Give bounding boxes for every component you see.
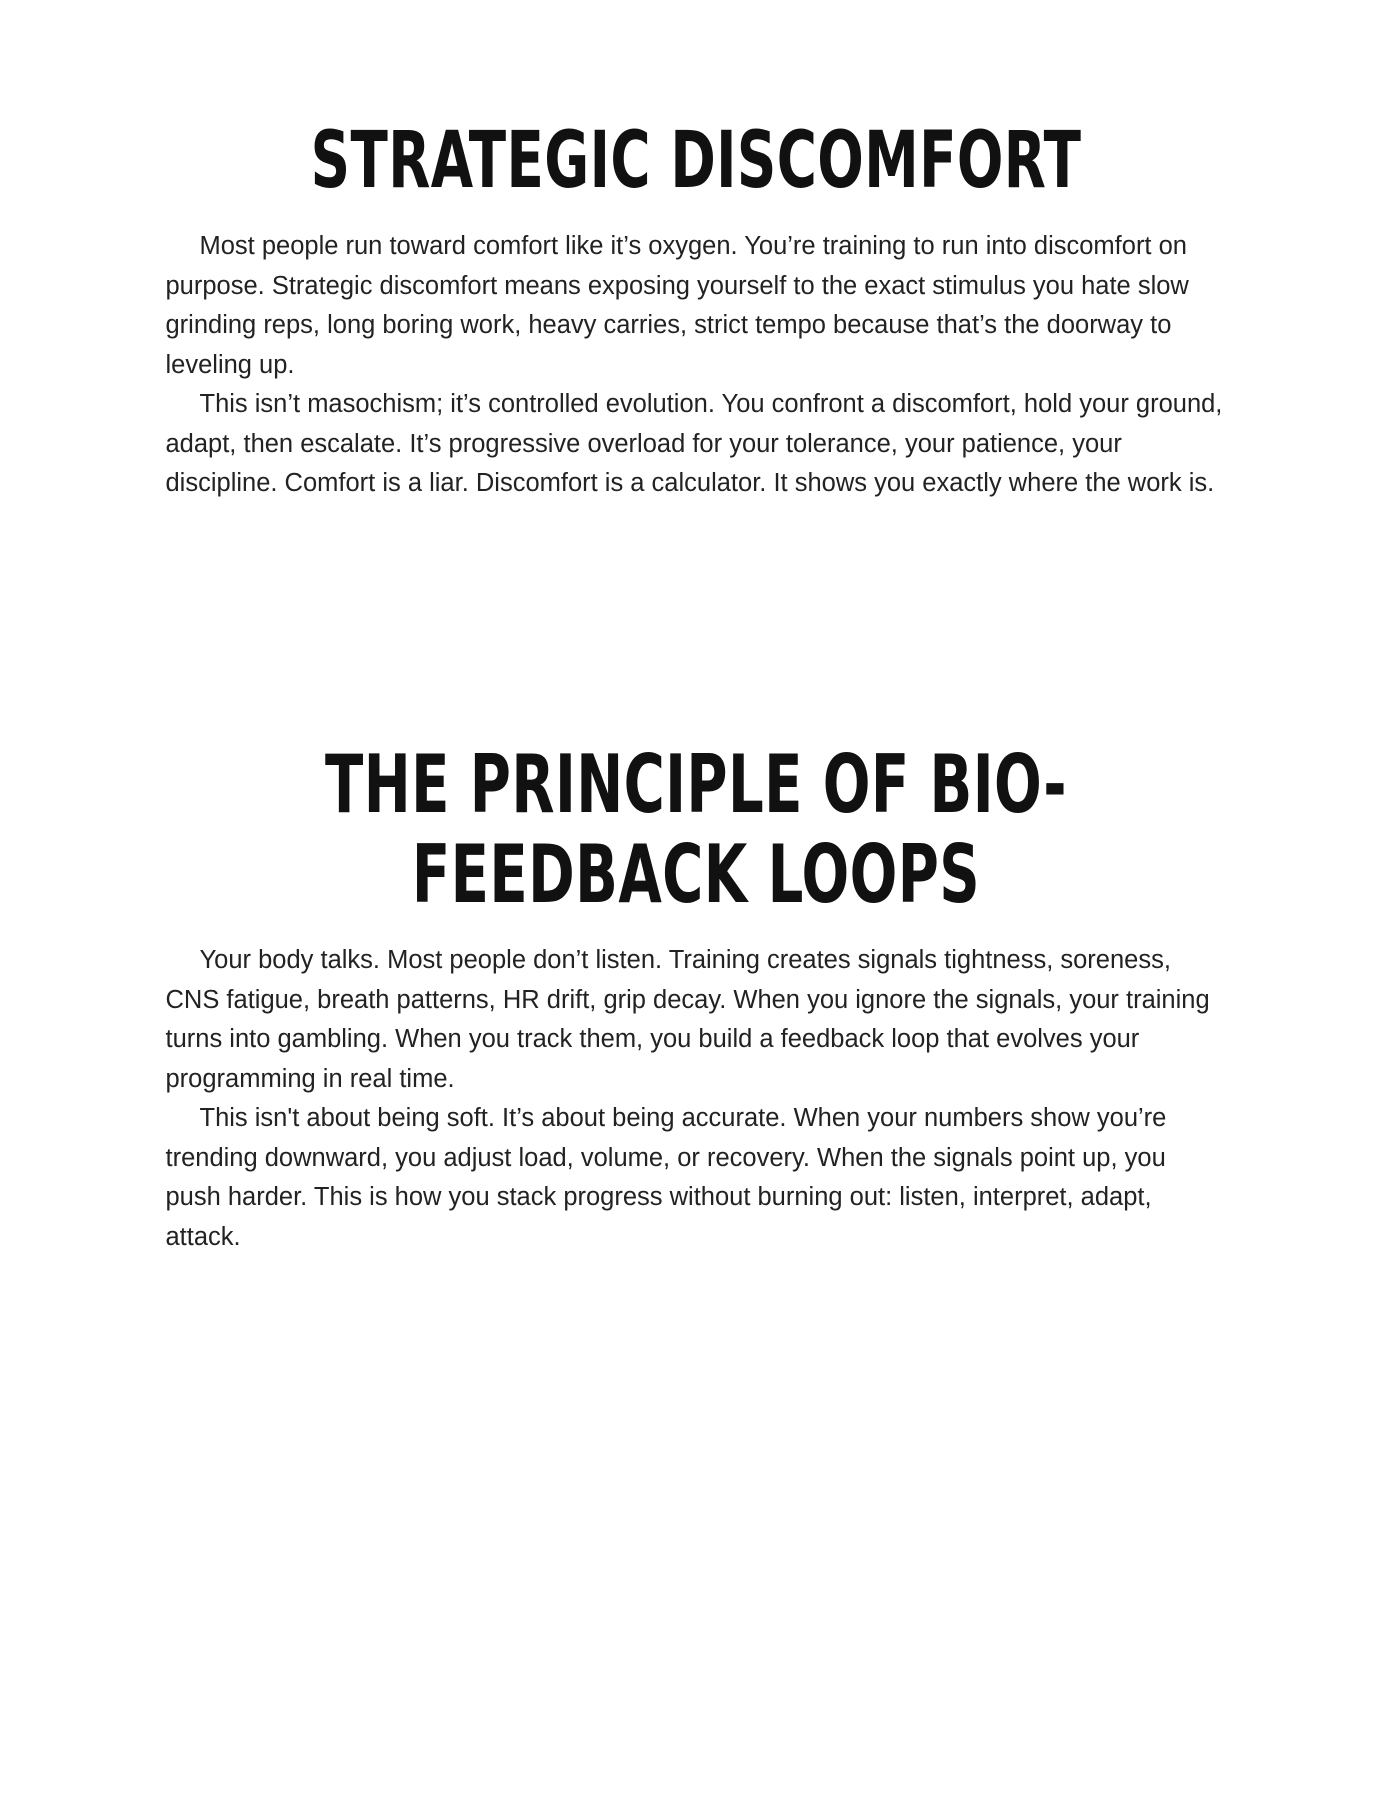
title-body-spacer: [166, 919, 1226, 941]
paragraph: Most people run toward comfort like it’s oxygen. You’re training to run into discomfort on purpose. Strategic discomfort means exposing yourself to the exact stimulus you hate slow grinding reps, long boring work, heavy carries, strict tempo because that’s the doorway to leveling up.: [165, 232, 1189, 379]
section-title-bio-feedback-loops: THE PRINCIPLE OF BIO-FEEDBACK LOOPS: [324, 737, 1067, 921]
title-body-spacer: [166, 205, 1226, 227]
section-body-bio-feedback-loops: [166, 941, 1226, 1257]
section-title-strategic-discomfort: STRATEGIC DISCOMFORT: [310, 116, 1081, 206]
paragraph: Your body talks. Most people don’t listen. Training creates signals tightness, soreness, CNS fatigue, breath patterns, HR drift, grip decay. When you ignore the signals, your training turns into gambling. When you track them, you build a feedback loop that evolves your programming in real time.: [165, 946, 1210, 1093]
paragraph: This isn't about being soft. It’s about being accurate. When your numbers show you’re trending downward, you adjust load, volume, or recovery. When the signals point up, you push harder. This is how you stack progress without burning out: listen, interpret, adapt, attack.: [165, 1104, 1167, 1251]
paragraph: This isn’t masochism; it’s controlled evolution. You confront a discomfort, hold your ground, adapt, then escalate. It’s progressive overload for your tolerance, your patience, your discipline. Comfort is a liar. Discomfort is a calculator. It shows you exactly where the work is.: [165, 390, 1223, 498]
section-heading-wrapper: [166, 737, 1226, 921]
document-content: [166, 0, 1226, 1257]
section-spacer: [166, 504, 1226, 740]
section-body-strategic-discomfort: [166, 227, 1226, 504]
